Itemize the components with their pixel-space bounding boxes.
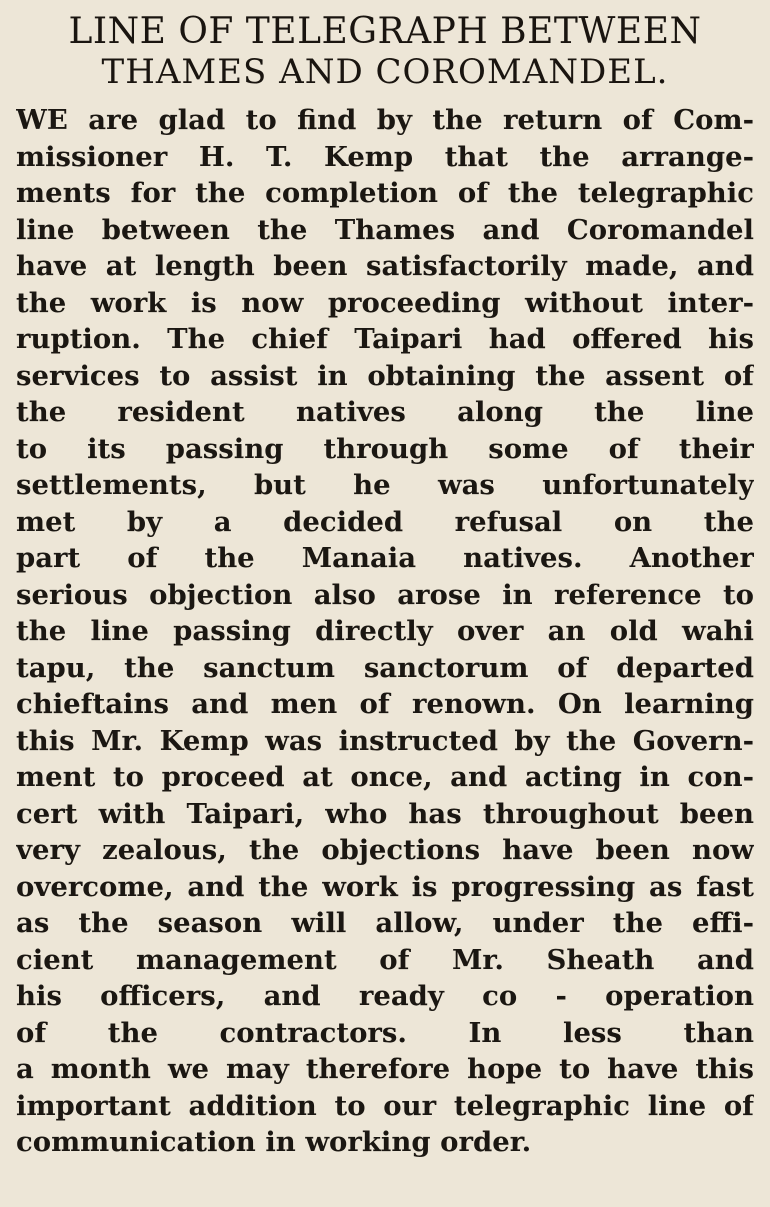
article-line: ruption. The chief Taipari had offered his — [16, 323, 754, 355]
article-line: communication in working order. — [16, 1126, 532, 1158]
article-line: as the season will allow, under the effi- — [16, 907, 754, 939]
article-line: ments for the completion of the telegraphic — [16, 177, 754, 209]
article-line: to its passing through some of their — [16, 432, 754, 465]
article-line: services to assist in obtaining the assent of — [16, 359, 754, 392]
article-line: his officers, and ready co - operation — [16, 980, 754, 1012]
article-line: a month we may therefore hope to have this — [16, 1053, 754, 1085]
article-line: settlements, but he was unfortunately — [16, 469, 754, 501]
article-line: of the contractors. In less than — [16, 1016, 754, 1049]
article-body — [16, 102, 754, 1161]
article-line: line between the Thames and Coromandel — [16, 213, 754, 246]
article-line: part of the Manaia natives. Another — [16, 542, 754, 574]
article-line: the work is now proceeding without inter- — [16, 286, 754, 319]
article-heading — [16, 12, 754, 92]
heading-line-2: THAMES AND COROMANDEL. — [101, 52, 669, 92]
article-line: serious objection also arose in reference to — [16, 578, 754, 611]
article-line: have at length been satisfactorily made, and — [16, 250, 754, 282]
article-line: this Mr. Kemp was instructed by the Govern- — [16, 724, 754, 757]
article-line: cient management of Mr. Sheath and — [16, 943, 754, 976]
article-line: met by a decided refusal on the — [16, 505, 754, 538]
article-line: ment to proceed at once, and acting in con- — [16, 761, 754, 793]
article-line: WE are glad to find by the return of Com- — [16, 104, 754, 136]
article-line: very zealous, the objections have been now — [16, 834, 754, 866]
article-line: overcome, and the work is progressing as fast — [16, 870, 754, 903]
article-line: chieftains and men of renown. On learning — [16, 688, 754, 720]
article-line: the line passing directly over an old wahi — [16, 615, 754, 647]
heading-line-1: LINE OF TELEGRAPH BETWEEN — [68, 11, 702, 52]
article-line: the resident natives along the line — [16, 396, 754, 428]
article-line: missioner H. T. Kemp that the arrange- — [16, 140, 754, 173]
article-line: cert with Taipari, who has throughout been — [16, 797, 754, 830]
article-line: important addition to our telegraphic line of — [16, 1089, 754, 1122]
article-line: tapu, the sanctum sanctorum of departed — [16, 651, 754, 684]
